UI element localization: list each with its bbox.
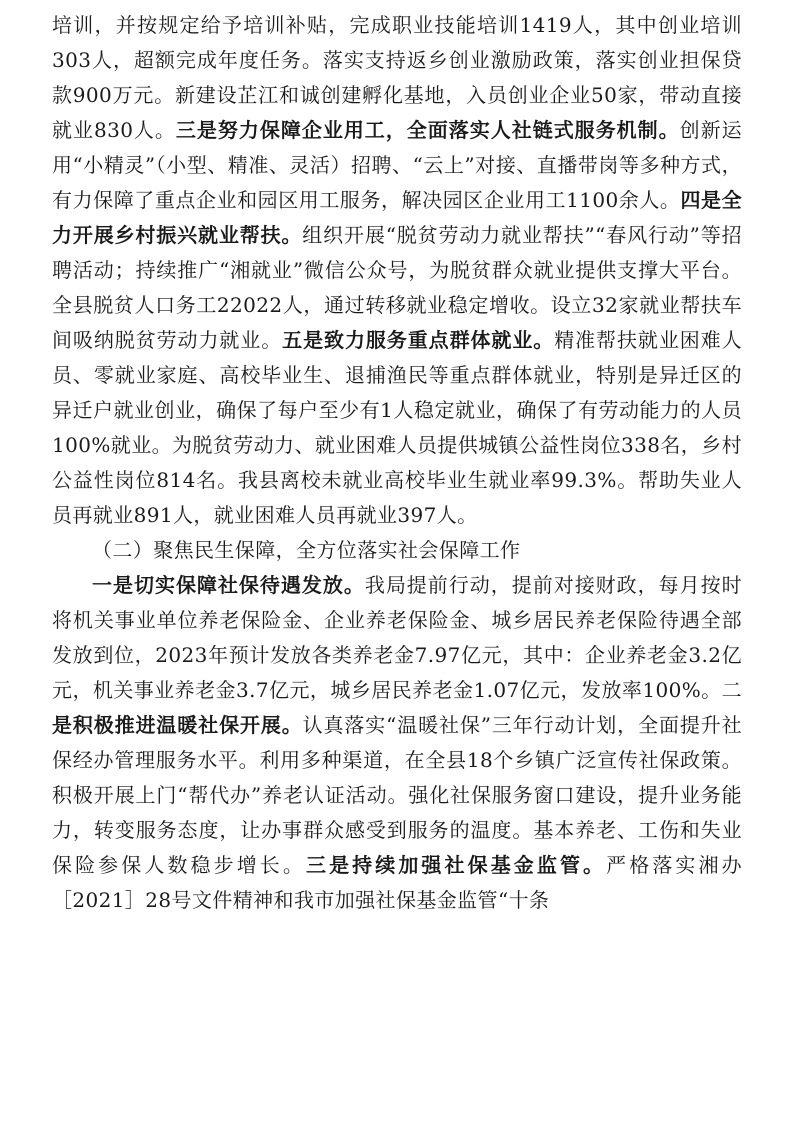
- bold-heading-warm-social-security: 是积极推进温暖社保开展。: [52, 713, 303, 737]
- bold-heading-enterprise-employment: 三是努力保障企业用工，全面落实人社链式服务机制。: [175, 118, 680, 142]
- paragraph-social-security: [52, 568, 742, 918]
- text-segment: 组织开展“脱贫劳动力就业帮扶”“春风行动”等招聘活动；持续推广“湘就业”微信公众号，为脱贫群众就业提供支撑大平台。全县脱贫人口务工22022人，通过转移就业稳定增收。设立32家就业帮扶车间吸纳脱贫劳动力就业。: [52, 223, 742, 352]
- text-segment: 培训，并按规定给予培训补贴，完成职业技能培训1419人，其中创业培训303人，超额完成年度任务。落实支持返乡创业激励政策，落实创业担保贷款900万元。新建设芷江和诚创建孵化基地，入员创业企业50家，带动直接就业830人。: [52, 13, 742, 142]
- text-segment: 我局提前行动，提前对接财政，每月按时将机关事业单位养老保险金、企业养老保险金、城乡居民养老保险待遇全部发放到位，2023年预计发放各类养老金7.97亿元，其中：企业养老金3.2亿元，机关事业养老金3.7亿元，城乡居民养老金1.07亿元，发放率100%。二: [52, 573, 742, 702]
- text-segment: 创新运用“小精灵”（小型、精准、灵活）招聘、“云上”对接、直播带岗等多种方式，有力保障了重点企业和园区用工服务，解决园区企业用工1100余人。: [52, 118, 742, 212]
- bold-heading-key-groups: 五是致力服务重点群体就业。: [282, 328, 555, 352]
- text-segment: 严格落实湘办［2021］28号文件精神和我市加强社保基金监管“十条: [52, 853, 743, 912]
- document-page: [52, 8, 742, 918]
- section-heading-social-security: （二）聚焦民生保障，全方位落实社会保障工作: [92, 538, 521, 562]
- text-segment: 认真落实“温暖社保”三年行动计划，全面提升社保经办管理服务水平。利用多种渠道，在全县18个乡镇广泛宣传社保政策。积极开展上门“帮代办”养老认证活动。强化社保服务窗口建设，提升业务能力，转变服务态度，让办事群众感受到服务的温度。基本养老、工伤和失业保险参保人数稳步增长。: [52, 713, 743, 877]
- bold-heading-fund-supervision: 三是持续加强社保基金监管。: [305, 853, 607, 877]
- paragraph-employment: [52, 8, 742, 533]
- bold-heading-rural-revitalization: 四是全力开展乡村振兴就业帮扶。: [52, 188, 742, 247]
- text-segment: 精准帮扶就业困难人员、零就业家庭、高校毕业生、退捕渔民等重点群体就业，特别是异迁区的异迁户就业创业，确保了每户至少有1人稳定就业，确保了有劳动能力的人员100%就业。为脱贫劳动力、就业困难人员提供城镇公益性岗位338名，乡村公益性岗位814名。我县离校未就业高校毕业生就业率99.3%。帮助失业人员再就业891人，就业困难人员再就业397人。: [52, 328, 742, 527]
- bold-heading-benefits-payment: 一是切实保障社保待遇发放。: [92, 573, 365, 597]
